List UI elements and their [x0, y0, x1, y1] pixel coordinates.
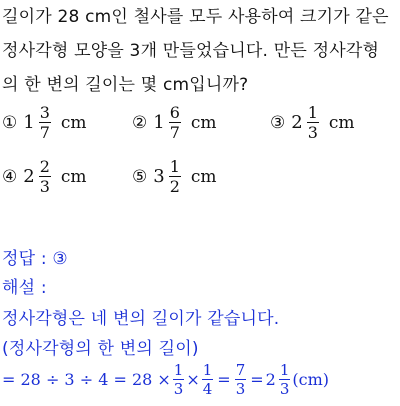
calc-unit: (cm): [292, 370, 330, 390]
option-5-unit: cm: [190, 166, 217, 187]
calculation-line: [2, 362, 329, 397]
option-1[interactable]: [2, 104, 87, 141]
calc-fraction-2-denominator: 4: [202, 380, 213, 399]
option-2-marker: ②: [132, 112, 148, 133]
answer-line: 정답 : ③: [2, 249, 68, 269]
option-3-numerator: 1: [307, 103, 318, 122]
option-4-unit: cm: [60, 166, 87, 187]
calc-part-1: = 28 ÷ 3 ÷ 4 = 28 ×: [2, 370, 171, 390]
option-5-fraction: [169, 158, 181, 195]
option-3-marker: ③: [270, 112, 286, 133]
option-2[interactable]: [132, 104, 217, 141]
calc-fraction-3-numerator: 7: [235, 361, 246, 379]
option-1-marker: ①: [2, 112, 18, 133]
calc-equals-1: =: [217, 370, 231, 390]
question-line-1: 길이가 28 cm인 철사를 모두 사용하여 크기가 같은: [2, 7, 389, 27]
option-5-whole: 3: [153, 166, 165, 188]
question-line-2: 정사각형 모양을 3개 만들었습니다. 만든 정사각형: [2, 41, 380, 61]
option-2-unit: cm: [190, 112, 217, 133]
calc-fraction-2: [202, 362, 214, 397]
option-4-marker: ④: [2, 166, 18, 187]
option-4-denominator: 3: [39, 177, 50, 197]
option-3-unit: cm: [328, 112, 355, 133]
option-5-denominator: 2: [169, 177, 180, 197]
option-4[interactable]: [2, 158, 87, 195]
option-2-denominator: 7: [169, 123, 180, 143]
option-1-denominator: 7: [39, 123, 50, 143]
option-3[interactable]: [270, 104, 355, 141]
calc-whole: 2: [265, 370, 276, 390]
option-5-numerator: 1: [169, 157, 180, 176]
option-1-numerator: 3: [39, 103, 50, 122]
option-2-fraction: [169, 104, 181, 141]
explanation-line-1: 정사각형은 네 변의 길이가 같습니다.: [2, 309, 280, 329]
option-5[interactable]: [132, 158, 217, 195]
option-1-unit: cm: [60, 112, 87, 133]
option-2-whole: 1: [153, 112, 165, 134]
option-4-whole: 2: [23, 166, 35, 188]
calc-times: ×: [186, 370, 200, 390]
option-3-denominator: 3: [307, 123, 318, 143]
calc-fraction-4-denominator: 3: [279, 380, 290, 399]
explanation-label: 해설 :: [2, 278, 47, 298]
option-4-fraction: [39, 158, 51, 195]
calc-equals-2: =: [250, 370, 264, 390]
calc-fraction-3-denominator: 3: [235, 380, 246, 399]
option-1-fraction: [39, 104, 51, 141]
option-3-whole: 2: [291, 112, 303, 134]
calc-fraction-1-denominator: 3: [173, 380, 184, 399]
option-3-fraction: [307, 104, 319, 141]
calc-fraction-4: [279, 362, 291, 397]
calc-fraction-4-numerator: 1: [279, 361, 290, 379]
calc-fraction-2-numerator: 1: [202, 361, 213, 379]
calc-fraction-3: [235, 362, 247, 397]
question-line-3: 의 한 변의 길이는 몇 cm입니까?: [2, 75, 249, 95]
option-5-marker: ⑤: [132, 166, 148, 187]
explanation-line-2: (정사각형의 한 변의 길이): [2, 339, 199, 359]
calc-fraction-1: [173, 362, 185, 397]
option-4-numerator: 2: [39, 157, 50, 176]
option-2-numerator: 6: [169, 103, 180, 122]
calc-fraction-1-numerator: 1: [173, 361, 184, 379]
option-1-whole: 1: [23, 112, 35, 134]
